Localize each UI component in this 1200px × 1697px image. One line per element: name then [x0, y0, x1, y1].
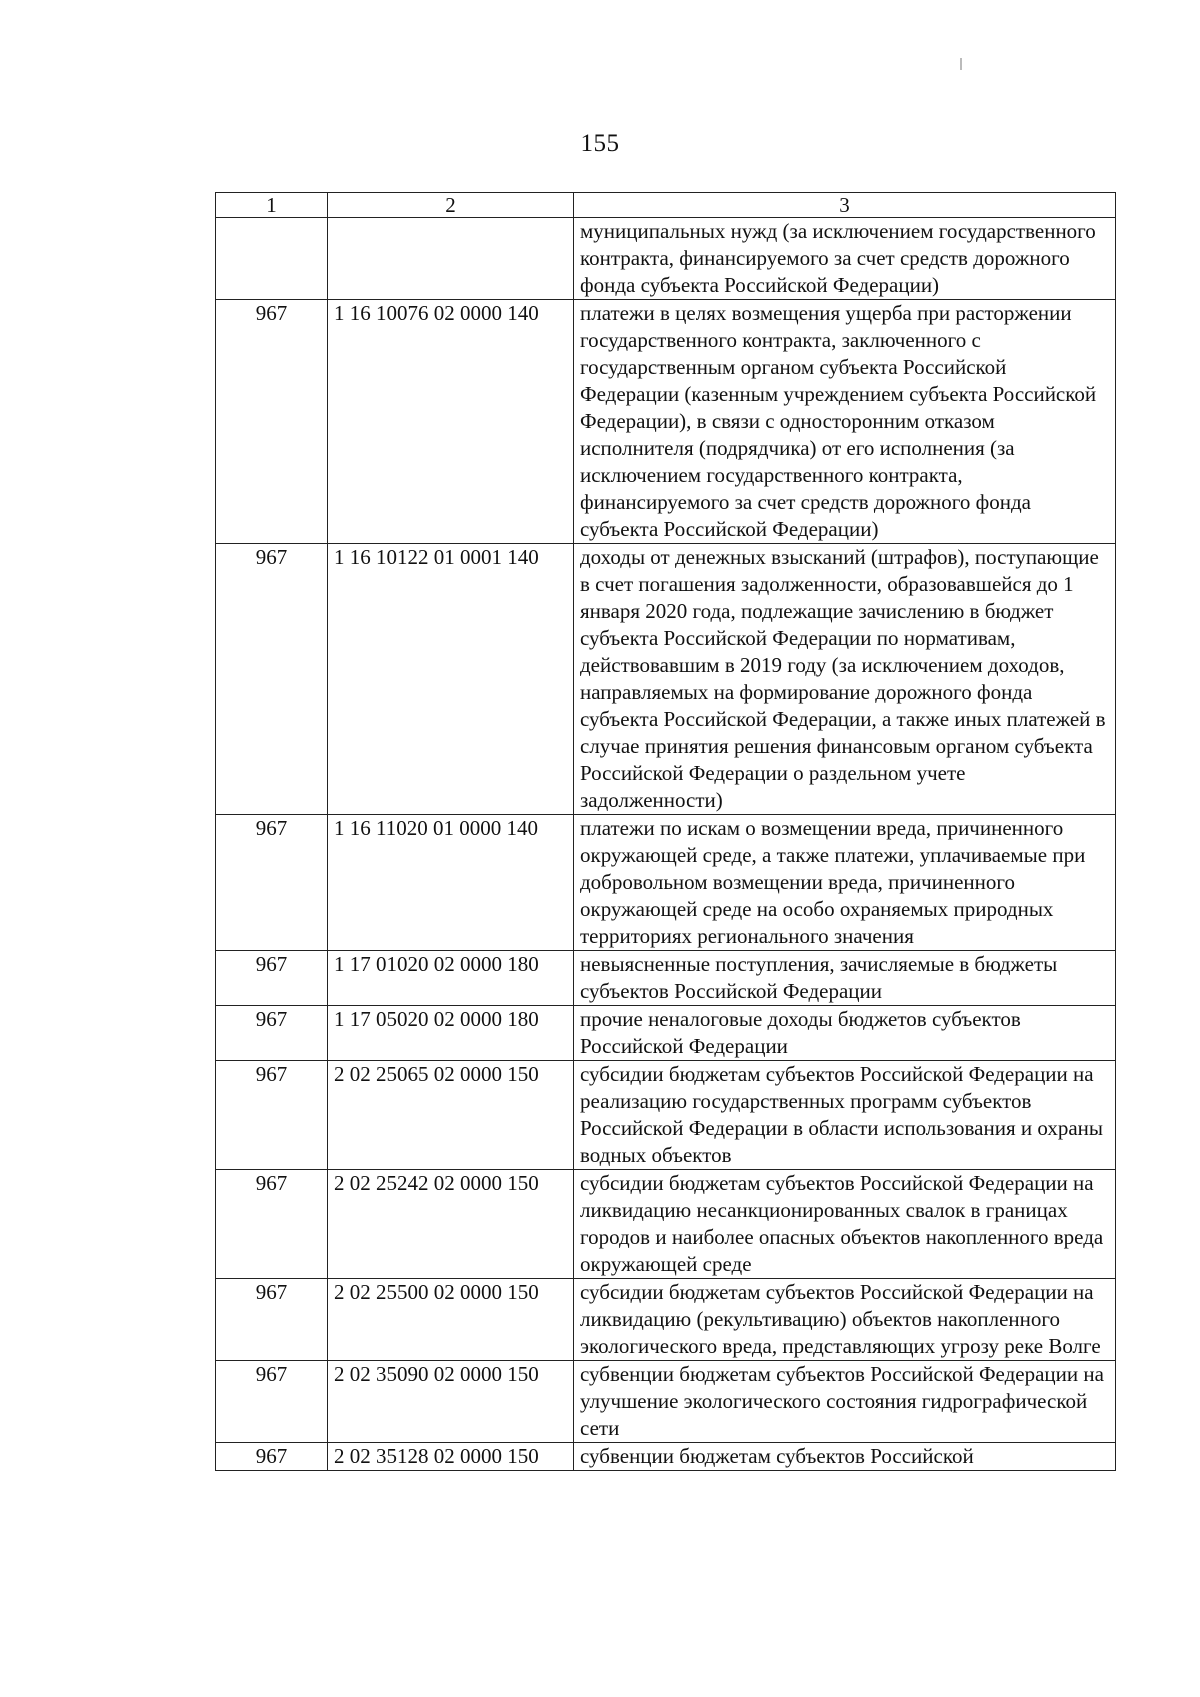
admin-code-cell: 967	[216, 1279, 328, 1361]
description-cell: платежи в целях возмещения ущерба при расторжении государственного контракта, заключенного с государственным органом субъекта Российской Федерации (казенным учреждением субъекта Российской Федерации), в связи с односторонним отказом исполнителя (подрядчика) от его исполнения (за исключением государственного контракта, финансируемого за счет средств дорожного фонда субъекта Российской Федерации)	[574, 300, 1116, 544]
admin-code-cell: 967	[216, 1443, 328, 1471]
table-row	[216, 1061, 1116, 1170]
column-header-3: 3	[574, 193, 1116, 218]
description-cell: прочие неналоговые доходы бюджетов субъектов Российской Федерации	[574, 1006, 1116, 1061]
description-cell: субсидии бюджетам субъектов Российской Федерации на ликвидацию несанкционированных свалок в границах городов и наиболее опасных объектов накопленного вреда окружающей среде	[574, 1170, 1116, 1279]
table-row	[216, 815, 1116, 951]
table-row	[216, 218, 1116, 300]
description-cell: субвенции бюджетам субъектов Российской Федерации на улучшение экологического состояния гидрографической сети	[574, 1361, 1116, 1443]
revenue-code-cell: 1 17 05020 02 0000 180	[328, 1006, 574, 1061]
description-cell: доходы от денежных взысканий (штрафов), поступающие в счет погашения задолженности, образовавшейся до 1 января 2020 года, подлежащие зачислению в бюджет субъекта Российской Федерации по нормативам, действовавшим в 2019 году (за исключением доходов, направляемых на формирование дорожного фонда субъекта Российской Федерации, а также иных платежей в случае принятия решения финансовым органом субъекта Российской Федерации о раздельном учете задолженности)	[574, 544, 1116, 815]
admin-code-cell: 967	[216, 1361, 328, 1443]
table-row	[216, 544, 1116, 815]
revenue-code-cell: 2 02 25065 02 0000 150	[328, 1061, 574, 1170]
admin-code-cell: 967	[216, 544, 328, 815]
table-row	[216, 951, 1116, 1006]
description-cell: муниципальных нужд (за исключением государственного контракта, финансируемого за счет средств дорожного фонда субъекта Российской Федерации)	[574, 218, 1116, 300]
table-row	[216, 1170, 1116, 1279]
table-row	[216, 1006, 1116, 1061]
column-header-1: 1	[216, 193, 328, 218]
revenue-code-cell: 2 02 25242 02 0000 150	[328, 1170, 574, 1279]
description-cell: субвенции бюджетам субъектов Российской	[574, 1443, 1116, 1471]
description-cell: субсидии бюджетам субъектов Российской Федерации на реализацию государственных программ субъектов Российской Федерации в области использования и охраны водных объектов	[574, 1061, 1116, 1170]
admin-code-cell: 967	[216, 1006, 328, 1061]
admin-code-cell: 967	[216, 300, 328, 544]
revenue-code-cell: 1 16 10122 01 0001 140	[328, 544, 574, 815]
revenue-code-cell: 1 16 10076 02 0000 140	[328, 300, 574, 544]
page-number: 155	[580, 130, 620, 157]
table-row	[216, 300, 1116, 544]
revenue-code-cell: 2 02 35090 02 0000 150	[328, 1361, 574, 1443]
description-cell: субсидии бюджетам субъектов Российской Федерации на ликвидацию (рекультивацию) объектов накопленного экологического вреда, представляющих угрозу реке Волге	[574, 1279, 1116, 1361]
revenue-code-cell: 2 02 35128 02 0000 150	[328, 1443, 574, 1471]
column-header-2: 2	[328, 193, 574, 218]
admin-code-cell: 967	[216, 1170, 328, 1279]
revenue-code-cell: 1 16 11020 01 0000 140	[328, 815, 574, 951]
admin-code-cell: 967	[216, 1061, 328, 1170]
admin-code-cell: 967	[216, 951, 328, 1006]
description-cell: платежи по искам о возмещении вреда, причиненного окружающей среде, а также платежи, уплачиваемые при добровольном возмещении вреда, причиненного окружающей среде на особо охраняемых природных территориях регионального значения	[574, 815, 1116, 951]
budget-classification-table	[215, 192, 1116, 1471]
revenue-code-cell: 1 17 01020 02 0000 180	[328, 951, 574, 1006]
table-header-row	[216, 193, 1116, 218]
admin-code-cell: 967	[216, 815, 328, 951]
table-row	[216, 1279, 1116, 1361]
table-row	[216, 1443, 1116, 1471]
admin-code-cell	[216, 218, 328, 300]
scan-artifact	[960, 58, 962, 70]
revenue-code-cell	[328, 218, 574, 300]
description-cell: невыясненные поступления, зачисляемые в бюджеты субъектов Российской Федерации	[574, 951, 1116, 1006]
table-row	[216, 1361, 1116, 1443]
revenue-code-cell: 2 02 25500 02 0000 150	[328, 1279, 574, 1361]
